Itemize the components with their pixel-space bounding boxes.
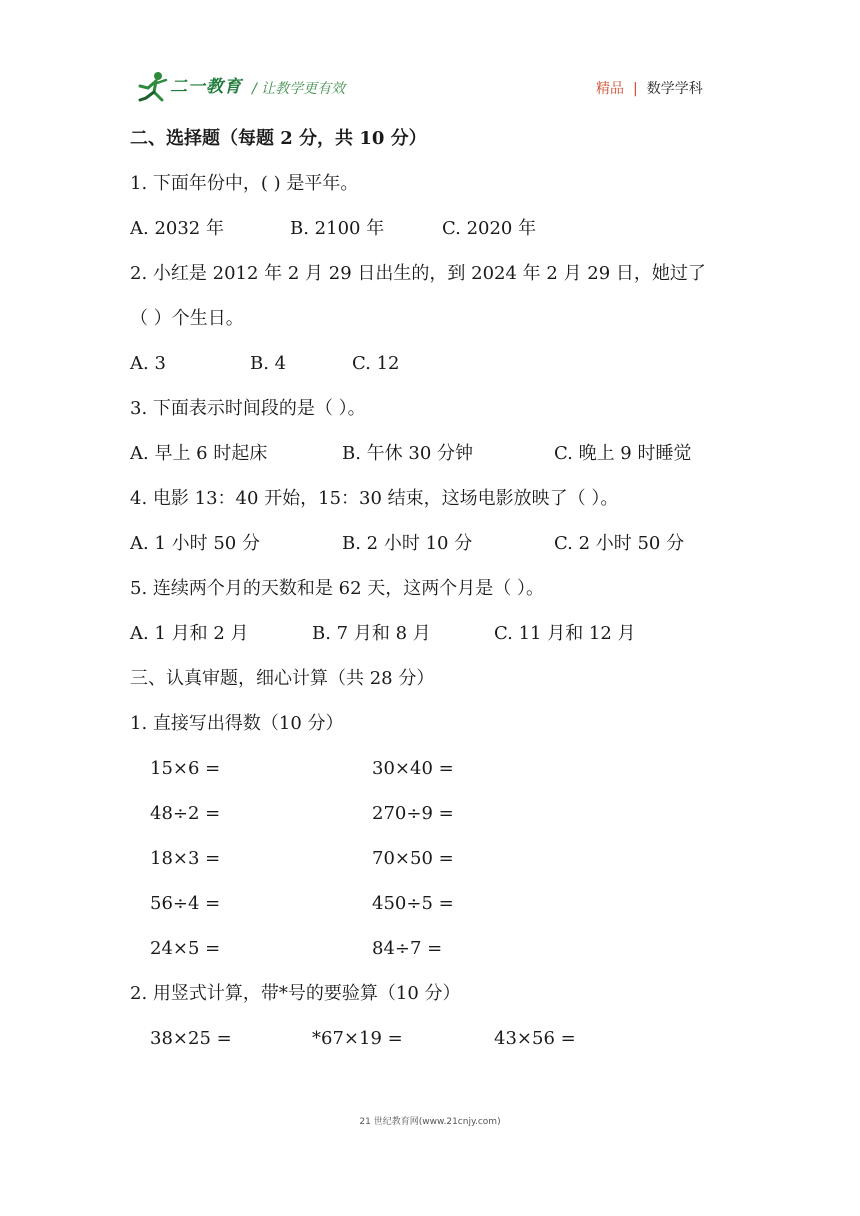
premium-badge: 精品: [596, 81, 624, 97]
q5-stem: 5. 连续两个月的天数和是 62 天，这两个月是（ ）。: [130, 578, 544, 599]
q3-option-a: A. 早上 6 时起床: [130, 443, 268, 464]
calc-left-2: 48÷2 =: [150, 803, 221, 824]
runner-logo-icon: [136, 70, 170, 104]
calc-right-3: 70×50 =: [372, 848, 454, 869]
calc-right-4: 450÷5 =: [372, 893, 454, 914]
calc-left-4: 56÷4 =: [150, 893, 221, 914]
q3-stem: 3. 下面表示时间段的是（ ）。: [130, 398, 366, 419]
q3-option-b: B. 午休 30 分钟: [342, 443, 474, 464]
calc-left-3: 18×3 =: [150, 848, 221, 869]
q4-option-b: B. 2 小时 10 分: [342, 533, 473, 554]
logo: [136, 70, 244, 104]
brand-separator: |: [633, 81, 638, 97]
q2-option-c: C. 12: [352, 353, 400, 374]
q4-stem: 4. 电影 13：40 开始，15：30 结束，这场电影放映了（ ）。: [130, 488, 619, 509]
q2-option-b: B. 4: [250, 353, 287, 374]
brand-label: [596, 78, 703, 98]
slogan: / 让教学更有效: [252, 81, 346, 97]
q2-stem-continued: （ ）个生日。: [130, 308, 244, 329]
q2-option-a: A. 3: [130, 353, 166, 374]
p2-title: 2. 用竖式计算，带*号的要验算（10 分）: [130, 983, 461, 1004]
q1-option-b: B. 2100 年: [290, 218, 385, 239]
vertical-calc-1: 38×25 =: [150, 1028, 232, 1049]
page-header: [0, 0, 860, 120]
q3-options: [130, 442, 730, 466]
calc-right-1: 30×40 =: [372, 758, 454, 779]
q1-option-c: C. 2020 年: [442, 218, 537, 239]
p1-title: 1. 直接写出得数（10 分）: [130, 713, 344, 734]
q5-option-b: B. 7 月和 8 月: [312, 623, 431, 644]
calc-left-1: 15×6 =: [150, 758, 221, 779]
q1-options: [130, 217, 730, 241]
page-footer: 21 世纪教育网(www.21cnjy.com): [359, 1117, 501, 1127]
q1-option-a: A. 2032 年: [130, 218, 224, 239]
q4-option-a: A. 1 小时 50 分: [130, 533, 260, 554]
q1-stem: 1. 下面年份中，( ) 是平年。: [130, 173, 359, 194]
calc-right-2: 270÷9 =: [372, 803, 454, 824]
q4-options: [130, 532, 730, 556]
q3-option-c: C. 晚上 9 时睡觉: [554, 443, 692, 464]
vertical-calc-2: *67×19 =: [312, 1028, 403, 1049]
q2-stem: 2. 小红是 2012 年 2 月 29 日出生的，到 2024 年 2 月 29 日，她过了: [130, 263, 706, 284]
subject-label: 数学学科: [646, 81, 703, 97]
logo-text: 二一教育: [170, 77, 242, 97]
vertical-calc-3: 43×56 =: [494, 1028, 576, 1049]
section2-title: 二、选择题（每题 2 分，共 10 分）: [130, 128, 427, 149]
calc-left-5: 24×5 =: [150, 938, 221, 959]
q2-options: [130, 352, 730, 376]
q4-option-c: C. 2 小时 50 分: [554, 533, 685, 554]
q5-option-c: C. 11 月和 12 月: [494, 623, 636, 644]
section3-title: 三、认真审题，细心计算（共 28 分）: [130, 668, 435, 689]
q5-option-a: A. 1 月和 2 月: [130, 623, 249, 644]
calc-right-5: 84÷7 =: [372, 938, 443, 959]
q5-options: [130, 622, 730, 646]
